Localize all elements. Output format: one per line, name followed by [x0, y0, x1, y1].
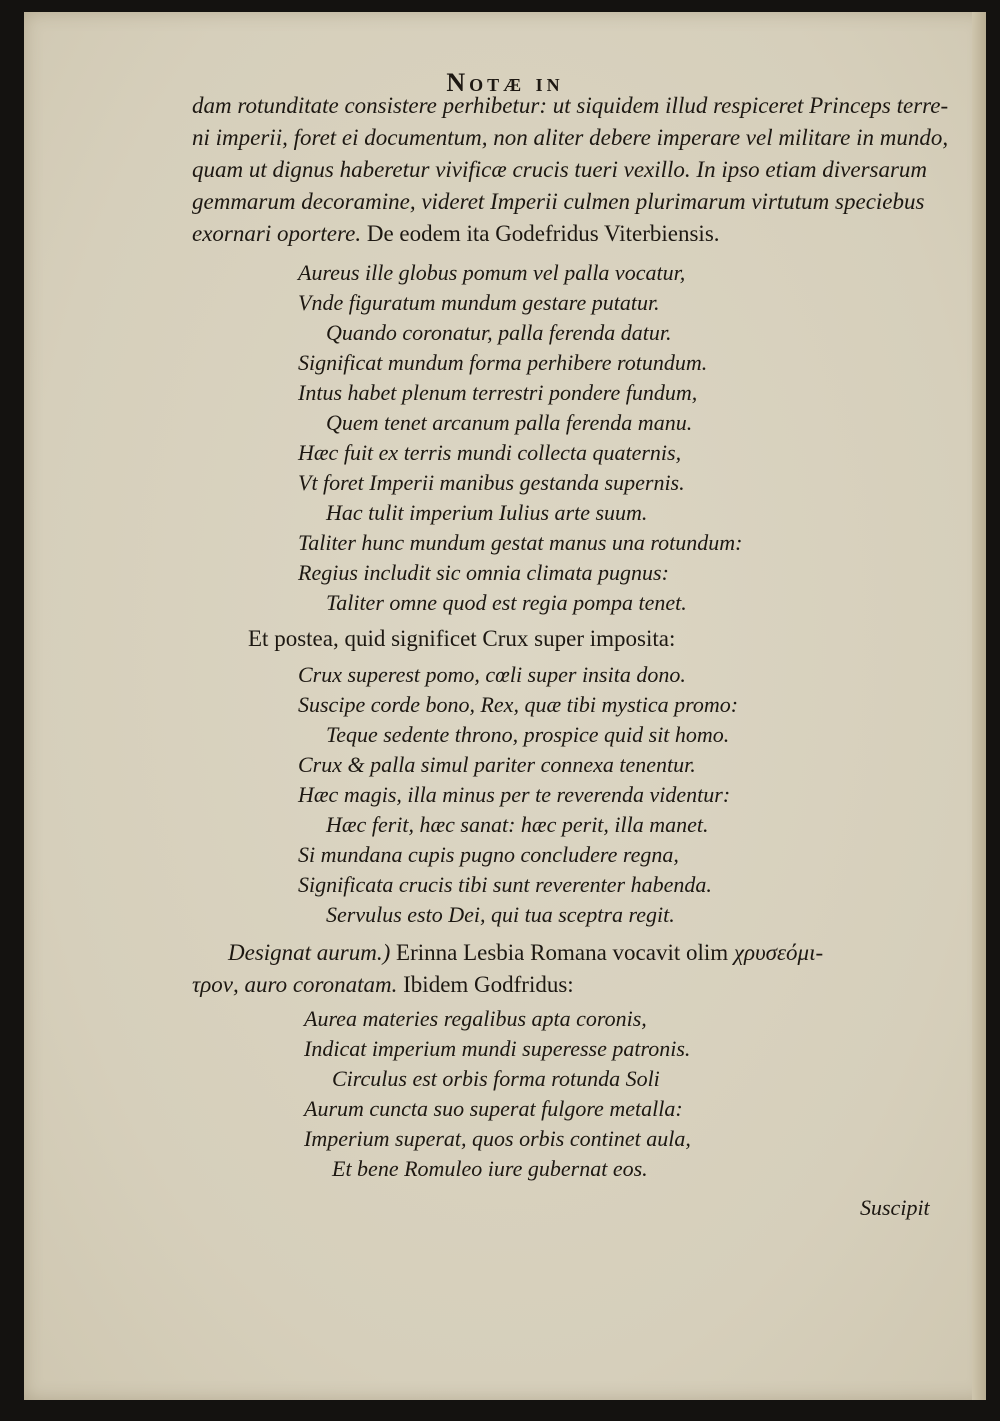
text-line: dam rotunditate consistere perhibetur: ut siquidem illud respiceret Princeps terre-	[192, 93, 949, 118]
verse-line: Crux superest pomo, cœli super insita dono.	[298, 662, 686, 687]
verse-line: Aurum cuncta suo superat fulgore metalla:	[304, 1096, 683, 1121]
verse-line: Hæc ferit, hæc sanat: hæc perit, illa manet.	[326, 812, 709, 837]
roman-run: Erinna Lesbia Romana vocavit olim	[396, 940, 729, 965]
running-head: Notæ in	[446, 68, 564, 97]
verse-line: Intus habet plenum terrestri pondere fundum,	[298, 380, 698, 405]
verse-line: Aureus ille globus pomum vel palla vocatur,	[298, 260, 686, 285]
italic-run: auro coronatam.	[244, 972, 398, 997]
verse-line: Quando coronatur, palla ferenda datur.	[326, 320, 672, 345]
verse-line: Taliter omne quod est regia pompa tenet.	[326, 590, 687, 615]
italic-run: Designat aurum.)	[228, 940, 391, 965]
verse-line: Taliter hunc mundum gestat manus una rotundum:	[298, 530, 743, 555]
verse-line: Imperium superat, quos orbis continet aula,	[304, 1126, 691, 1151]
catchword: Suscipit	[860, 1195, 930, 1220]
verse-line: Circulus est orbis forma rotunda Soli	[332, 1066, 660, 1091]
text-line: quam ut dignus haberetur vivificæ crucis tueri vexillo. In ipso etiam diversarum	[192, 157, 928, 182]
verse-line: Quem tenet arcanum palla ferenda manu.	[326, 410, 693, 435]
verse-line: Aurea materies regalibus apta coronis,	[304, 1006, 647, 1031]
text-line	[192, 970, 574, 1000]
text-line	[192, 219, 720, 249]
italic-run: exornari oportere.	[192, 221, 362, 246]
book-page	[24, 12, 986, 1400]
text-line	[228, 938, 823, 968]
interlude-line: Et postea, quid significet Crux super imposita:	[248, 626, 676, 651]
verse-line: Servulus esto Dei, qui tua sceptra regit.	[326, 902, 675, 927]
verse-line: Significata crucis tibi sunt reverenter habenda.	[298, 872, 712, 897]
text-line: ni imperii, foret ei documentum, non aliter debere imperare vel militare in mundo,	[192, 125, 949, 150]
roman-run: Ibidem Godfridus:	[403, 972, 574, 997]
verse-line: Crux & palla simul pariter connexa tenentur.	[298, 752, 696, 777]
page-edge	[972, 12, 986, 1400]
verse-line: Vnde figuratum mundum gestare putatur.	[298, 290, 660, 315]
greek-run: τρον,	[192, 972, 239, 997]
verse-line: Hæc fuit ex terris mundi collecta quaternis,	[298, 440, 682, 465]
verse-line: Suscipe corde bono, Rex, quæ tibi mystica promo:	[298, 692, 739, 717]
verse-line: Significat mundum forma perhibere rotundum.	[298, 350, 708, 375]
verse-line: Si mundana cupis pugno concludere regna,	[298, 842, 679, 867]
verse-line: Indicat imperium mundi superesse patronis.	[304, 1036, 691, 1061]
verse-line: Regius includit sic omnia climata pugnus:	[298, 560, 669, 585]
verse-line: Teque sedente throno, prospice quid sit homo.	[326, 722, 730, 747]
roman-run: De eodem ita Godefridus Viterbiensis.	[366, 221, 720, 246]
greek-run: χρυσεόμι-	[733, 940, 824, 965]
verse-line: Hac tulit imperium Iulius arte suum.	[326, 500, 648, 525]
verse-line: Et bene Romuleo iure gubernat eos.	[332, 1156, 648, 1181]
verse-line: Vt foret Imperii manibus gestanda supernis.	[298, 470, 685, 495]
verse-line: Hæc magis, illa minus per te reverenda videntur:	[298, 782, 731, 807]
text-line: gemmarum decoramine, videret Imperii culmen plurimarum virtutum speciebus	[192, 189, 925, 214]
